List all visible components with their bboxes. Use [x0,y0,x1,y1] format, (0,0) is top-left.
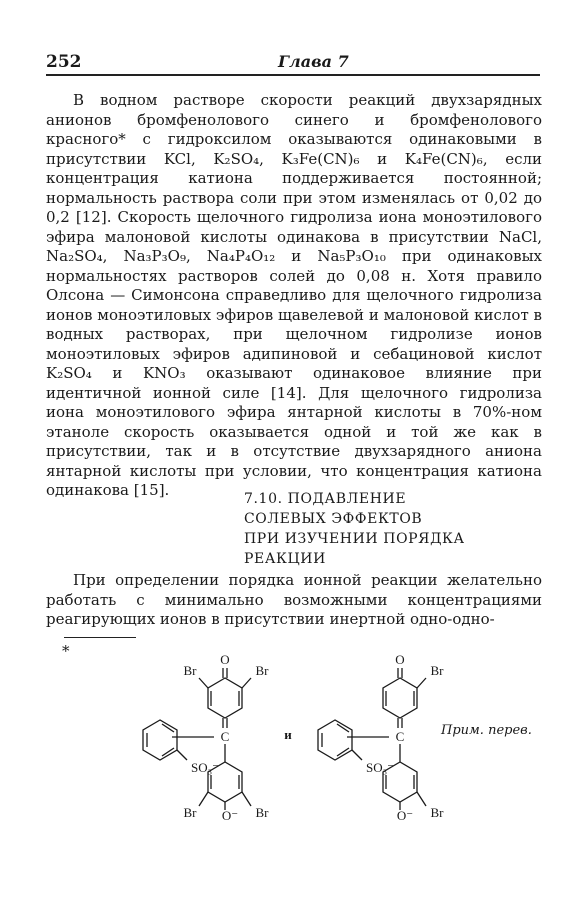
formula: Na₂SO₄ [46,247,103,265]
phenoxide-label: O⁻ [221,808,239,820]
formula: Na₃P₃O₉ [123,247,186,265]
conjunction: и [284,727,292,742]
formula: K₂SO₄ [46,364,92,382]
footnote-marker: * [62,642,70,660]
sulfonate-label: SO₃⁻ [365,760,395,775]
text-run: и [91,364,143,382]
text-run: , [190,149,214,168]
running-header [46,52,542,72]
formula: KNO₃ [142,364,186,382]
structure-bromphenol-red [318,652,444,820]
section-heading-line: 7.10. ПОДАВЛЕНИЕ [244,491,407,507]
text-run: В водном растворе скорости реакций двухзарядных анионов бромфенолового синего и бромфенолового красного* с гидроксилом оказываются одинаковыми в присутствии [46,91,542,168]
section-heading-line: ПРИ ИЗУЧЕНИИ ПОРЯДКА [244,531,465,547]
footnote-rule [64,637,136,638]
text-run: , [537,227,542,246]
section-heading [244,489,465,569]
formula: KCl [163,149,191,168]
text-run: , [185,247,207,265]
section-heading-line: РЕАКЦИИ [244,551,326,567]
text-run: оказывают одинаковое влияние при идентичной ионной силе [14]. Для щелочного гидролиза иона моноэтилового эфира янтарной кислоты в 70%-ном этаноле скорость оказывается одной и той же как в присутствии, так и в отсутствие двухзарядного аниона янтарной кислоты при условии, что концентрация катиона одинакова [15]. [46,364,542,499]
section-heading-line: СОЛЕВЫХ ЭФФЕКТОВ [244,511,423,527]
text-run: при одинаковых нормальностях растворов солей до 0,08 н. Хотя правило Олсона — Симонсона справедливо для щелочного гидролиза ионов моноэтиловых эфиров щавелевой и малоновой кислот в водных растворах, при щелочном гидролизе ионов моноэтиловых эфиров адипиновой и себациновой кислот [46,247,542,363]
header-rule [46,74,540,76]
translator-note: Прим. перев. [441,723,532,738]
bromine-label: Br [430,805,444,820]
bromine-label: Br [255,805,269,820]
bromine-label: Br [183,805,197,820]
formula: NaCl [498,227,538,246]
formula: Na₄P₄O₁₂ [206,247,276,265]
oxygen-top-label: O [220,652,230,667]
text-run: , [102,247,124,265]
page-number: 252 [46,52,82,72]
formula: K₃Fe(CN)₆ [281,149,360,168]
sulfonate-label: SO₃⁻ [190,760,220,775]
text-run: , если концентрация катиона поддерживается постоянной; нормальность раствора соли при этом изменялась от 0,02 до 0,2 [12]. Скорость щелочного гидролиза иона моноэтилового эфира малоновой кислоты одинакова в присутствии [46,149,542,246]
central-carbon-label: C [220,729,230,744]
bromine-label: Br [430,663,444,678]
structure-bromphenol-blue [143,652,269,820]
formula: K₄Fe(CN)₆ [404,149,483,168]
oxygen-top-label: O [395,652,405,667]
bromine-label: Br [255,663,269,678]
formula: Na₅P₃O₁₀ [317,247,386,265]
text-run: , [259,149,282,168]
chapter-title: Глава 7 [278,52,349,71]
text-run: и [275,247,318,265]
central-carbon-label: C [395,729,405,744]
paragraph-1 [46,91,542,501]
text-run: и [359,149,405,168]
paragraph-2 [46,571,542,630]
formula: K₂SO₄ [213,149,260,168]
paragraph-2-text: При определении порядка ионной реакции желательно работать с минимально возможными концентрациями реагирующих ионов в присутствии инертной одно-одно- [46,571,542,628]
phenoxide-label: O⁻ [396,808,414,820]
bromine-label: Br [183,663,197,678]
